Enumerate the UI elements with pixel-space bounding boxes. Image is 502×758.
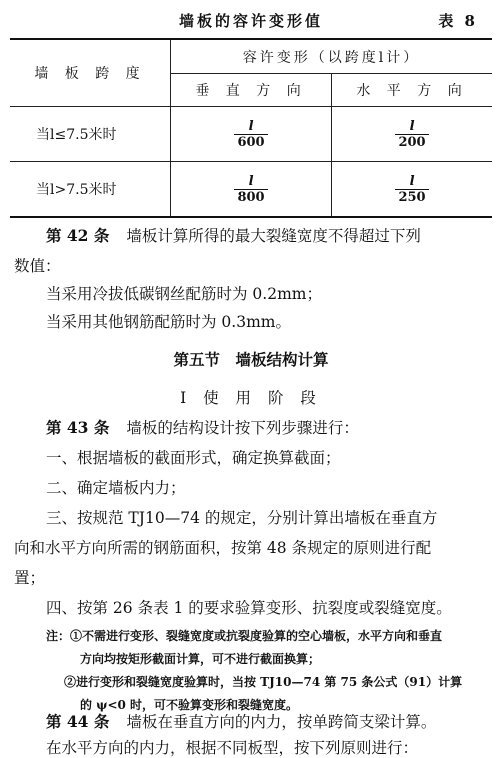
section-title: 第五节 墙板结构计算 [173, 350, 329, 369]
table-row [10, 107, 492, 162]
note-1-line-1: 注：①不需进行变形、裂缝宽度或抗裂度验算的空心墙板，水平方向和垂直 [46, 629, 443, 643]
note-1-line-2: 方向均按矩形截面计算，可不进行截面换算； [80, 652, 321, 666]
row-label: 当l≤7.5米时 [10, 107, 171, 162]
fraction-denominator: 800 [234, 189, 267, 205]
subsection-title: I 使 用 阶 段 [180, 389, 322, 407]
step-2: 二、确定墙板内力； [46, 479, 186, 497]
fraction-numerator: l [409, 173, 415, 189]
vertical-value [171, 162, 332, 218]
article-44-text: 墙板在垂直方向的内力，按单跨简支梁计算。 [126, 713, 437, 731]
header-horizontal: 水 平 方 向 [332, 74, 492, 107]
fraction-numerator: l [409, 118, 415, 134]
article-44-line [46, 710, 436, 732]
fraction-denominator: 250 [395, 189, 428, 205]
article-42-line [46, 224, 421, 246]
fraction-denominator: 200 [395, 134, 428, 150]
fraction-denominator: 600 [234, 134, 267, 150]
table-title: 墙板的容许变形值 [178, 12, 323, 30]
header-allowable-deformation: 容许变形（以跨度l计） [171, 39, 493, 74]
step-3: 三、按规范 TJ10—74 的规定，分别计算出墙板在垂直方 [46, 509, 438, 527]
step-3-cont: 向和水平方向所需的钢筋面积，按第 48 条规定的原则进行配 [14, 539, 432, 557]
table-number: 表 8 [438, 12, 478, 30]
article-43-label: 第 43 条 [46, 418, 110, 437]
article-42-item-2: 当采用其他钢筋配筋时为 0.3mm。 [46, 313, 291, 331]
table-row [10, 162, 492, 218]
step-1: 一、根据墙板的截面形式，确定换算截面； [46, 449, 341, 467]
horizontal-value [332, 107, 492, 162]
row-label: 当l>7.5米时 [10, 162, 171, 218]
fraction-numerator: l [248, 173, 254, 189]
article-43-text: 墙板的结构设计按下列步骤进行： [126, 419, 359, 437]
article-42-item-1: 当采用冷拔低碳钢丝配筋时为 0.2mm； [46, 285, 322, 303]
header-span-length: 墙 板 跨 度 [10, 39, 171, 107]
article-44-text-cont: 在水平方向的内力，根据不同板型，按下列原则进行： [46, 739, 419, 757]
article-42-label: 第 42 条 [46, 226, 110, 245]
vertical-value [171, 107, 332, 162]
header-vertical: 垂 直 方 向 [171, 74, 332, 107]
step-4: 四、按第 26 条表 1 的要求验算变形、抗裂度或裂缝宽度。 [46, 599, 452, 617]
article-44-label: 第 44 条 [46, 712, 110, 731]
note-2-line-2: 的 ψ<0 时，可不验算变形和裂缝宽度。 [80, 698, 299, 712]
article-42-text: 墙板计算所得的最大裂缝宽度不得超过下列 [126, 227, 421, 245]
deformation-table [10, 38, 492, 218]
article-43-line [46, 416, 359, 438]
note-2-line-1: ②进行变形和裂缝宽度验算时，当按 TJ10—74 第 75 条公式（91）计算 [64, 675, 463, 689]
article-42-text-cont: 数值： [14, 257, 61, 275]
horizontal-value [332, 162, 492, 218]
fraction-numerator: l [248, 118, 254, 134]
step-3-end: 置； [14, 569, 46, 587]
